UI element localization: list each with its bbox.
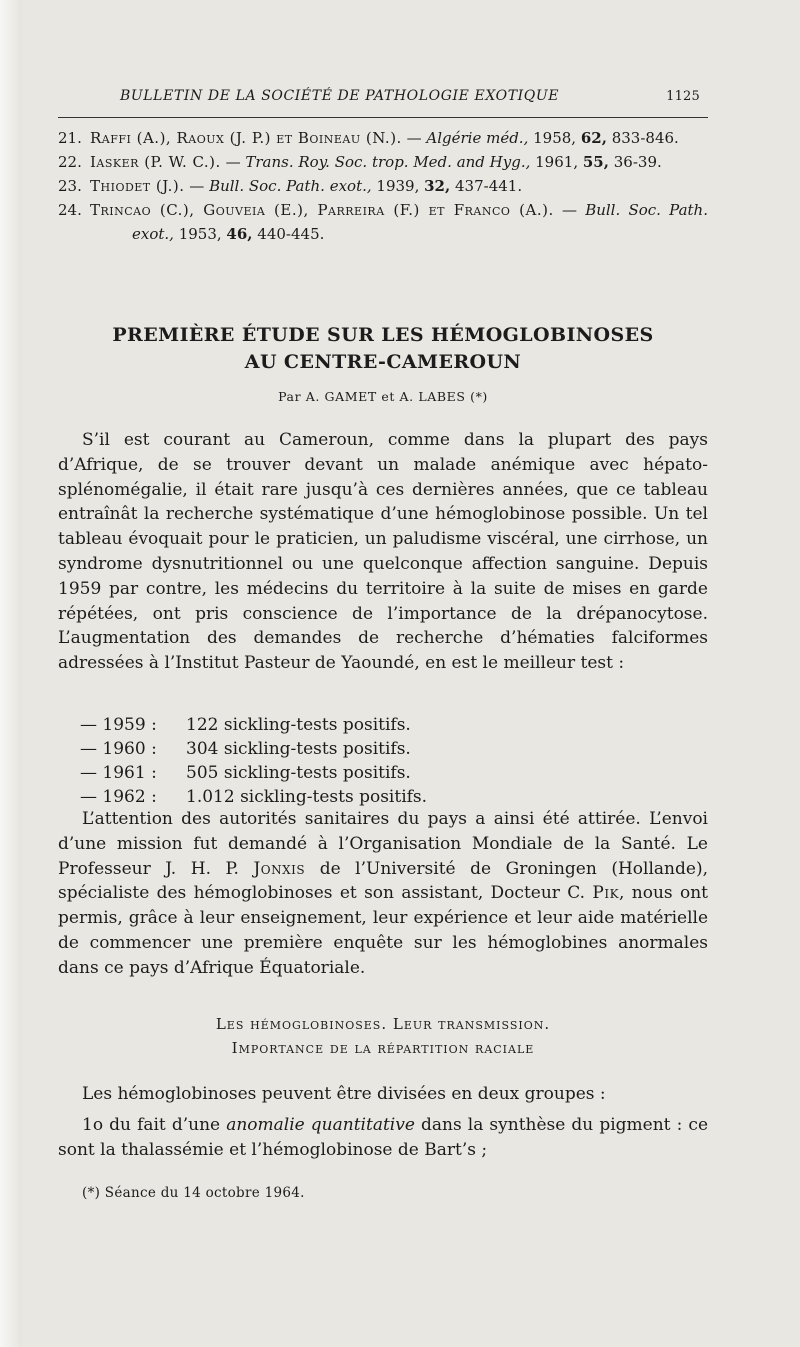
paragraph-groups: Les hémoglobinoses peuvent être divisées en deux groupes : <box>82 1084 606 1104</box>
sickling-stats-list <box>80 713 427 809</box>
reference-item: 22. Iasker (P. W. C.). — Trans. Roy. Soc. trop. Med. and Hyg., 1961, 55, 36-39. <box>58 153 662 171</box>
body-text-intro <box>58 428 708 676</box>
article-title-line: PREMIÈRE ÉTUDE SUR LES HÉMOGLOBINOSES <box>112 324 654 346</box>
running-header <box>80 88 700 116</box>
paragraph-intro: S’il est courant au Cameroun, comme dans la plupart des pays d’Afrique, de se trouver devant un malade anémique avec hépato-splénomégalie, il était rare jusqu’à ces dernières années, que ce tableau entraînât la recherche systématique d’une hémoglobinose possible. Un tel tableau évoquait pour le praticien, un paludisme viscéral, une cirrhose, un syndrome dysnutritionnel ou une quelconque affection sanguine. Depuis 1959 par contre, les médecins du territoire à la suite de mises en garde répétées, ont pris conscience de l’importance de la drépanocytose. L’augmentation des demandes de recherche d’hématies falciformes adressées à l’Institut Pasteur de Yaoundé, en est le meilleur test : <box>58 430 708 674</box>
reference-item: 24. Trincao (C.), Gouveia (E.), Parreira (F.) et Franco (A.). — Bull. Soc. Path. exot., 1953, 46, 440-445. <box>58 201 708 243</box>
article-title <box>58 322 708 376</box>
stat-row: — 1959 : 122 sickling-tests positifs. <box>80 715 411 735</box>
page-edge <box>0 0 22 1347</box>
footnote: (*) Séance du 14 octobre 1964. <box>82 1185 305 1201</box>
section-heading-line: Importance de la répartition raciale <box>231 1039 535 1057</box>
reference-item: 21. Raffi (A.), Raoux (J. P.) et Boineau (N.). — Algérie méd., 1958, 62, 833-846. <box>58 129 679 147</box>
header-rule <box>58 117 708 118</box>
section-heading <box>58 1012 708 1060</box>
paragraph-mission: L’attention des autorités sanitaires du pays a ainsi été attirée. L’envoi d’une mission fut demandé à l’Organisation Mondiale de la Santé. Le Professeur J. H. P. Jonxis de l’Université de Groningen (Hollande), spécialiste des hémoglobinoses et son assistant, Docteur C. Pik, nous ont permis, grâce à leur enseignement, leur expérience et leur aide matérielle de commencer une première enquête sur les hémoglobines anormales dans ce pays d’Afrique Équatoriale. <box>58 809 708 978</box>
running-title: BULLETIN DE LA SOCIÉTÉ DE PATHOLOGIE EXOTIQUE <box>120 88 560 104</box>
body-text-group-one <box>58 1113 708 1163</box>
reference-list <box>58 126 708 246</box>
stat-row: — 1962 : 1.012 sickling-tests positifs. <box>80 787 428 807</box>
article-title-line: AU CENTRE-CAMEROUN <box>244 351 522 373</box>
body-text-groups <box>58 1082 708 1107</box>
paragraph-group-one: 1o du fait d’une anomalie quantitative dans la synthèse du pigment : ce sont la thalassémie et l’hémoglobinose de Bart’s ; <box>58 1115 709 1160</box>
stat-row: — 1960 : 304 sickling-tests positifs. <box>80 739 411 759</box>
stat-row: — 1961 : 505 sickling-tests positifs. <box>80 763 411 783</box>
byline: Par A. GAMET et A. LABES (*) <box>278 389 488 404</box>
page-number: 1125 <box>666 89 700 104</box>
body-text-mission <box>58 807 708 981</box>
section-heading-line: Les hémoglobinoses. Leur transmission. <box>215 1015 551 1033</box>
reference-item: 23. Thiodet (J.). — Bull. Soc. Path. exot., 1939, 32, 437-441. <box>58 177 523 195</box>
